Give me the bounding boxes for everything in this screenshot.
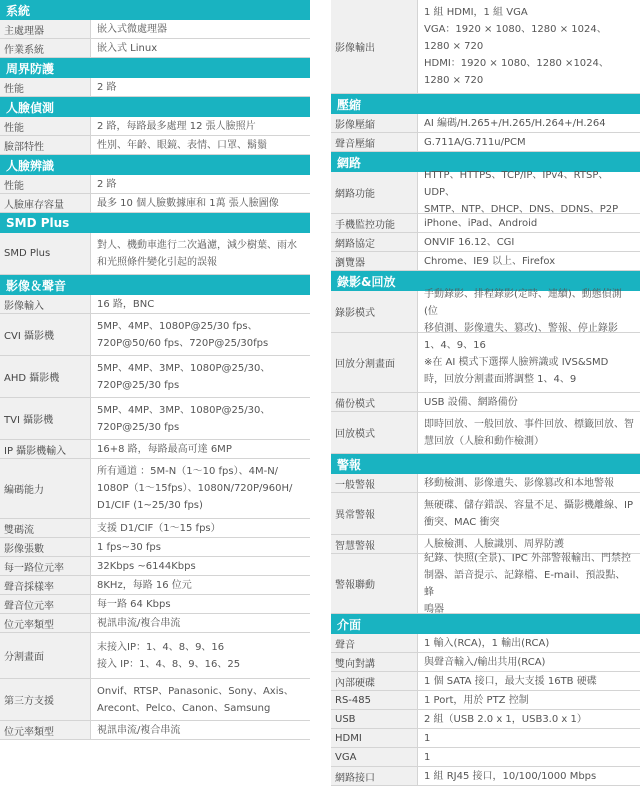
- spec-value-line: 性別、年齡、眼鏡、表情、口罩、鬍鬚: [97, 139, 267, 151]
- spec-row: [331, 710, 640, 729]
- spec-row: [331, 393, 640, 412]
- spec-label: 影像壓縮: [331, 114, 417, 132]
- spec-label: 回放分割畫面: [331, 333, 417, 392]
- spec-row: [0, 295, 310, 314]
- spec-value-line: 2 路: [97, 178, 117, 190]
- spec-label: 分割畫面: [0, 633, 90, 678]
- spec-value: [417, 252, 640, 270]
- spec-label: 手機監控功能: [331, 214, 417, 232]
- spec-label: 智慧警報: [331, 535, 417, 553]
- spec-row: [0, 194, 310, 213]
- spec-row: [0, 136, 310, 155]
- section-header: 介面: [331, 614, 640, 634]
- spec-value: [417, 653, 640, 671]
- left-spec-column: [0, 0, 310, 740]
- spec-label: 聲音位元率: [0, 595, 90, 613]
- spec-value: [90, 576, 310, 594]
- spec-value-line: 人臉檢測、人臉識別、周界防護: [424, 538, 564, 550]
- spec-label: 警報聯動: [331, 554, 417, 613]
- spec-row: [331, 729, 640, 748]
- spec-row: [331, 691, 640, 710]
- spec-value-line: 慧回放（人臉和動作檢測）: [424, 435, 544, 447]
- spec-value-line: 1 組 HDMI，1 組 VGA: [424, 7, 528, 18]
- spec-label: 聲音採樣率: [0, 576, 90, 594]
- spec-label: 網路協定: [331, 233, 417, 251]
- section-header: 警報: [331, 454, 640, 474]
- spec-value-line: 嵌入式微處理器: [97, 23, 167, 35]
- spec-value: [417, 133, 640, 151]
- spec-value: [417, 333, 640, 392]
- spec-row: [0, 633, 310, 679]
- spec-value-line: 移動檢測、影像遺失、影像篡改和本地警報: [424, 477, 614, 489]
- spec-value-line: HTTP、HTTPS、TCP/IP、IPv4、RTSP、UDP、: [424, 170, 609, 198]
- spec-value: [417, 172, 640, 213]
- spec-label: 作業系統: [0, 39, 90, 57]
- spec-value-line: 對人、機動車進行二次過濾，減少樹葉、雨水: [97, 239, 297, 251]
- spec-value-line: VGA：1920 × 1080、1280 × 1024、: [424, 24, 607, 35]
- spec-row: [331, 493, 640, 535]
- spec-row: [0, 356, 310, 398]
- spec-label: 第三方支援: [0, 679, 90, 720]
- spec-value-line: 1280 × 720: [424, 41, 484, 52]
- spec-value-line: HDMI：1920 × 1080、1280 ×1024、: [424, 58, 609, 69]
- spec-value-line: 1: [424, 751, 431, 763]
- spec-label: 性能: [0, 117, 90, 135]
- spec-value: [417, 634, 640, 652]
- spec-value-line: 1 Port，用於 PTZ 控制: [424, 694, 529, 706]
- spec-value: [90, 233, 310, 274]
- spec-value-line: 接入 IP：1、4、8、9、16、25: [97, 658, 241, 670]
- spec-value: [90, 614, 310, 632]
- spec-value-line: 嵌入式 Linux: [97, 42, 158, 54]
- spec-value: [417, 493, 640, 534]
- spec-value: [417, 767, 640, 785]
- spec-row: [331, 653, 640, 672]
- spec-value-line: 鳴器: [424, 603, 444, 615]
- spec-value: [90, 557, 310, 575]
- spec-row: [0, 398, 310, 440]
- spec-value: [90, 314, 310, 355]
- spec-value: [417, 114, 640, 132]
- spec-value: [417, 729, 640, 747]
- spec-label: RS-485: [331, 691, 417, 709]
- spec-value: [90, 721, 310, 739]
- spec-value-line: G.711A/G.711u/PCM: [424, 136, 526, 148]
- spec-value-line: 1 輸入(RCA)，1 輸出(RCA): [424, 637, 550, 649]
- spec-label: VGA: [331, 748, 417, 766]
- section-header: 系統: [0, 0, 310, 20]
- spec-label: 雙向對講: [331, 653, 417, 671]
- spec-value: [90, 39, 310, 57]
- spec-value-line: 1 個 SATA 接口，最大支援 16TB 硬碟: [424, 675, 597, 687]
- spec-value: [90, 356, 310, 397]
- spec-label: 網路接口: [331, 767, 417, 785]
- spec-row: [0, 595, 310, 614]
- spec-value-line: 1080P（1～15fps）、1080N/720P/960H/: [97, 483, 293, 494]
- spec-value-line: SMTP、NTP、DHCP、DNS、DDNS、P2P: [424, 204, 619, 215]
- spec-value: [90, 679, 310, 720]
- spec-row: [331, 0, 640, 94]
- spec-row: [331, 114, 640, 133]
- section-header: SMD Plus: [0, 213, 310, 233]
- spec-value: [90, 538, 310, 556]
- spec-row: [0, 721, 310, 740]
- section-header: 錄影&回放: [331, 271, 640, 291]
- spec-value-line: 末接入IP：1、4、8、9、16: [97, 641, 225, 653]
- spec-label: 雙碼流: [0, 519, 90, 537]
- spec-value: [90, 440, 310, 458]
- spec-label: 聲音壓縮: [331, 133, 417, 151]
- spec-label: 備份模式: [331, 393, 417, 411]
- spec-row: [331, 474, 640, 493]
- spec-value: [90, 595, 310, 613]
- spec-value-line: 1 fps~30 fps: [97, 541, 161, 553]
- spec-label: 主處理器: [0, 20, 90, 38]
- spec-label: 一般警報: [331, 474, 417, 492]
- spec-label: 回放模式: [331, 412, 417, 453]
- spec-value: [417, 0, 640, 93]
- spec-value-line: 移偵測、影像遺失、篡改)、警報、停止錄影: [424, 323, 618, 334]
- spec-value: [417, 393, 640, 411]
- spec-row: [0, 679, 310, 721]
- spec-row: [331, 291, 640, 333]
- spec-row: [331, 133, 640, 152]
- spec-label: TVI 攝影機: [0, 398, 90, 439]
- spec-row: [331, 767, 640, 786]
- spec-label: 瀏覽器: [331, 252, 417, 270]
- spec-value-line: 所有通道 ：5M-N（1～10 fps）、4M-N/: [97, 466, 279, 477]
- spec-value-line: 720P@25/30 fps: [97, 421, 180, 433]
- spec-value-line: 2 組（USB 2.0 x 1，USB3.0 x 1）: [424, 713, 587, 725]
- spec-label: 性能: [0, 78, 90, 96]
- spec-row: [0, 39, 310, 58]
- spec-row: [0, 233, 310, 275]
- spec-value-line: 與聲音輸入/輸出共用(RCA): [424, 656, 546, 668]
- spec-row: [331, 214, 640, 233]
- spec-value-line: 視訊串流/複合串流: [97, 724, 181, 736]
- spec-value-line: 2 路: [97, 81, 117, 93]
- spec-value-line: USB 設備、網路備份: [424, 396, 518, 408]
- spec-label: 影像輸入: [0, 295, 90, 313]
- spec-label: 影像張數: [0, 538, 90, 556]
- spec-value-line: 720P@25/30 fps: [97, 379, 180, 391]
- spec-label: AHD 攝影機: [0, 356, 90, 397]
- spec-value-line: 最多 10 個人臉數據庫和 1萬 張人臉圖像: [97, 197, 279, 209]
- spec-row: [331, 748, 640, 767]
- spec-value: [90, 519, 310, 537]
- spec-value: [417, 672, 640, 690]
- section-header: 影像＆聲音: [0, 275, 310, 295]
- spec-label: SMD Plus: [0, 233, 90, 274]
- spec-label: USB: [331, 710, 417, 728]
- section-header: 人臉偵測: [0, 97, 310, 117]
- section-header: 周界防護: [0, 58, 310, 78]
- spec-row: [0, 175, 310, 194]
- spec-value: [417, 554, 640, 613]
- spec-row: [331, 233, 640, 252]
- spec-row: [0, 614, 310, 633]
- spec-value-line: Arecont、Pelco、Canon、Samsung: [97, 702, 271, 714]
- spec-value-line: Chrome、IE9 以上、Firefox: [424, 255, 556, 267]
- spec-value: [417, 691, 640, 709]
- spec-value-line: ONVIF 16.12、CGI: [424, 236, 515, 248]
- spec-row: [0, 576, 310, 595]
- spec-value: [417, 412, 640, 453]
- spec-label: 內部硬碟: [331, 672, 417, 690]
- spec-row: [331, 412, 640, 454]
- spec-value: [90, 194, 310, 212]
- spec-value: [90, 295, 310, 313]
- right-spec-column: [331, 0, 640, 786]
- spec-value-line: 1: [424, 732, 431, 744]
- spec-value-line: 5MP、4MP、3MP、1080P@25/30、: [97, 362, 271, 374]
- spec-label: 位元率類型: [0, 721, 90, 739]
- spec-row: [0, 459, 310, 519]
- spec-label: 編碼能力: [0, 459, 90, 518]
- spec-value: [90, 136, 310, 154]
- spec-label: 錄影模式: [331, 291, 417, 332]
- spec-label: 位元率類型: [0, 614, 90, 632]
- spec-value-line: 1 組 RJ45 接口，10/100/1000 Mbps: [424, 770, 597, 782]
- spec-value: [90, 398, 310, 439]
- spec-label: CVI 攝影機: [0, 314, 90, 355]
- spec-label: 性能: [0, 175, 90, 193]
- spec-row: [331, 672, 640, 691]
- spec-label: 臉部特性: [0, 136, 90, 154]
- spec-value-line: 32Kbps ~6144Kbps: [97, 560, 196, 572]
- spec-value-line: 支援 D1/CIF（1～15 fps）: [97, 522, 221, 534]
- spec-value-line: 5MP、4MP、1080P@25/30 fps、: [97, 320, 258, 332]
- spec-value: [417, 291, 640, 332]
- spec-value-line: 即時回放、一般回放、事件回放、標籤回放、智: [424, 418, 634, 430]
- spec-value-line: Onvif、RTSP、Panasonic、Sony、Axis、: [97, 685, 294, 697]
- spec-value: [90, 459, 310, 518]
- spec-value-line: ※在 AI 模式下選擇人臉辨識或 IVS&SMD: [424, 357, 609, 368]
- section-header: 人臉辨識: [0, 155, 310, 175]
- spec-label: 異常警報: [331, 493, 417, 534]
- spec-value-line: 紀錄、快照(全景)、IPC 外部警報輸出、門禁控: [424, 552, 631, 564]
- spec-value-line: 720P@50/60 fps、720P@25/30fps: [97, 337, 269, 349]
- spec-label: 每一路位元率: [0, 557, 90, 575]
- spec-value: [417, 214, 640, 232]
- spec-value-line: 16 路，BNC: [97, 298, 155, 310]
- spec-value-line: 2 路，每路最多處理 12 張人臉照片: [97, 120, 256, 132]
- spec-row: [331, 172, 640, 214]
- spec-value: [90, 633, 310, 678]
- spec-value-line: 視訊串流/複合串流: [97, 617, 181, 629]
- spec-label: 人臉庫存容量: [0, 194, 90, 212]
- spec-label: IP 攝影機輸入: [0, 440, 90, 458]
- spec-value-line: 8KHz，每路 16 位元: [97, 579, 192, 591]
- spec-value-line: 制器、語音提示、記錄檔、E-mail、預設點、蜂: [424, 569, 626, 598]
- spec-value-line: 每一路 64 Kbps: [97, 598, 171, 610]
- spec-row: [0, 117, 310, 136]
- spec-row: [0, 519, 310, 538]
- spec-row: [331, 634, 640, 653]
- spec-value: [90, 117, 310, 135]
- spec-value: [417, 474, 640, 492]
- spec-value: [90, 78, 310, 96]
- spec-value-line: AI 編碼/H.265+/H.265/H.264+/H.264: [424, 117, 606, 129]
- spec-row: [0, 20, 310, 39]
- spec-value-line: D1/CIF (1~25/30 fps): [97, 500, 203, 511]
- spec-row: [0, 440, 310, 459]
- spec-value: [417, 233, 640, 251]
- spec-row: [331, 554, 640, 614]
- section-header: 壓縮: [331, 94, 640, 114]
- spec-row: [331, 333, 640, 393]
- spec-value-line: 手動錄影、排程錄影(定時、連續)、動態偵測(位: [424, 289, 622, 317]
- spec-label: 影像輸出: [331, 0, 417, 93]
- section-header: 網路: [331, 152, 640, 172]
- spec-row: [0, 78, 310, 97]
- spec-value: [90, 20, 310, 38]
- spec-value-line: 和光照條件變化引起的誤報: [97, 256, 217, 268]
- spec-value-line: 時，回放分割畫面將調整 1、4、9: [424, 374, 577, 385]
- spec-value-line: 無硬碟、儲存錯誤、容量不足、攝影機離線、IP: [424, 499, 633, 511]
- spec-value-line: 1、4、9、16: [424, 340, 486, 351]
- spec-label: HDMI: [331, 729, 417, 747]
- spec-value-line: 16+8 路，每路最高可達 6MP: [97, 443, 232, 455]
- spec-row: [0, 557, 310, 576]
- spec-value-line: 5MP、4MP、3MP、1080P@25/30、: [97, 404, 271, 416]
- spec-row: [331, 252, 640, 271]
- spec-row: [0, 314, 310, 356]
- spec-value: [417, 710, 640, 728]
- spec-value: [90, 175, 310, 193]
- spec-row: [0, 538, 310, 557]
- spec-value: [417, 748, 640, 766]
- spec-value-line: 衝突、MAC 衝突: [424, 516, 500, 528]
- spec-value-line: 1280 × 720: [424, 75, 484, 86]
- spec-label: 聲音: [331, 634, 417, 652]
- spec-value-line: iPhone、iPad、Android: [424, 217, 538, 229]
- spec-label: 網路功能: [331, 172, 417, 213]
